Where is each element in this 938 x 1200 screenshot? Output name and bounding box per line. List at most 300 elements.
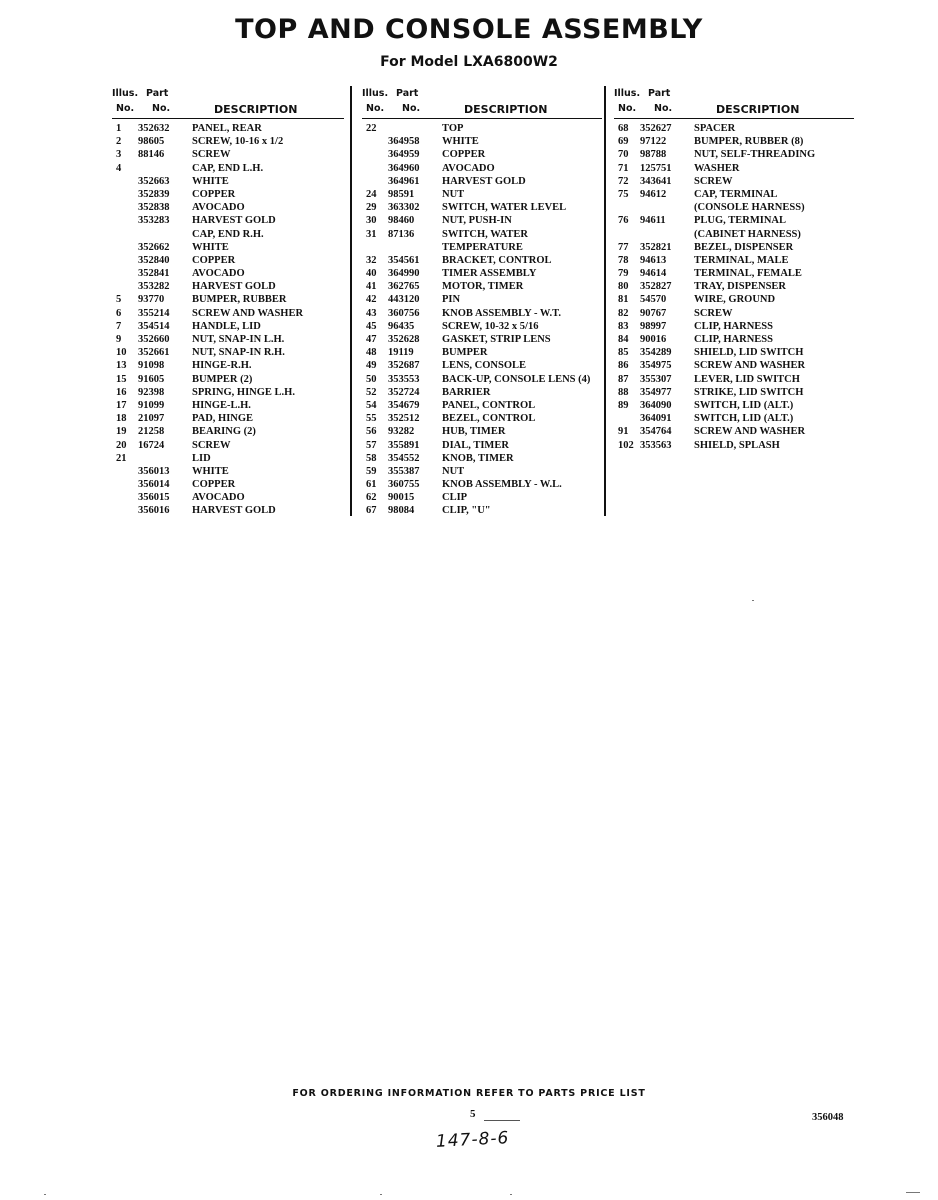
part-description: (CABINET HARNESS) [694, 228, 801, 240]
illus-no: 1 [116, 123, 122, 134]
part-row [112, 491, 344, 504]
part-no: 98591 [388, 188, 415, 200]
part-description: COPPER [192, 188, 236, 200]
part-row [614, 399, 854, 412]
part-row [614, 320, 854, 333]
part-description: BEZEL, CONTROL [442, 413, 536, 425]
part-description: COPPER [442, 149, 486, 161]
part-no: 352687 [388, 360, 420, 372]
illus-no [614, 201, 640, 214]
part-description: AVOCADO [192, 202, 245, 214]
part-row [362, 162, 602, 175]
part-row [112, 214, 344, 227]
part-description: WHITE [442, 136, 479, 148]
illus-no: 49 [366, 360, 377, 372]
part-description: SHIELD, LID SWITCH [694, 347, 804, 359]
part-no: 353283 [138, 215, 170, 227]
illus-no [112, 188, 138, 201]
part-description: SCREW [694, 175, 733, 187]
part-no: 356016 [138, 505, 170, 517]
part-description: TEMPERATURE [442, 241, 523, 253]
part-no [640, 228, 694, 241]
header-part: Part [146, 88, 169, 99]
part-description: TIMER ASSEMBLY [442, 268, 537, 280]
part-row [614, 254, 854, 267]
illus-no: 18 [116, 413, 127, 425]
part-row [112, 135, 344, 148]
part-no: 352841 [138, 268, 170, 280]
header-illus: Illus. [362, 88, 389, 99]
part-no: 363302 [388, 202, 420, 214]
part-row [614, 201, 854, 214]
part-description: HARVEST GOLD [442, 175, 526, 187]
part-no: 354552 [388, 452, 420, 464]
part-no: 98605 [138, 136, 165, 148]
part-description: PLUG, TERMINAL [694, 215, 786, 227]
illus-no: 57 [366, 439, 377, 451]
part-description: KNOB ASSEMBLY - W.L. [442, 479, 562, 491]
illus-no: 89 [618, 399, 629, 411]
part-no: 87136 [388, 228, 415, 240]
part-description: WIRE, GROUND [694, 294, 776, 306]
parts-rows [614, 119, 854, 452]
illus-no: 85 [618, 347, 629, 359]
part-description: HARVEST GOLD [192, 281, 276, 293]
part-no: 98788 [640, 149, 667, 161]
part-no: 94613 [640, 254, 667, 266]
part-row [112, 359, 344, 372]
part-no: 355891 [388, 439, 420, 451]
part-no: 360755 [388, 479, 420, 491]
illus-no: 55 [366, 413, 377, 425]
part-no: 352839 [138, 188, 170, 200]
part-no: 91098 [138, 360, 165, 372]
illus-no [112, 228, 138, 241]
part-no: 355214 [138, 307, 170, 319]
illus-no: 77 [618, 241, 629, 253]
part-row [362, 307, 602, 320]
part-description: SCREW AND WASHER [192, 307, 304, 319]
part-no: 96435 [388, 320, 415, 332]
part-no: 354561 [388, 254, 420, 266]
part-description: SCREW [192, 439, 231, 451]
part-no: 94614 [640, 268, 667, 280]
part-row [362, 465, 602, 478]
scan-speck [752, 600, 754, 601]
illus-no: 68 [618, 123, 629, 134]
illus-no: 29 [366, 202, 377, 214]
part-description: GASKET, STRIP LENS [442, 334, 551, 345]
illus-no: 71 [618, 162, 629, 174]
part-row [112, 201, 344, 214]
part-row [112, 386, 344, 399]
part-description: SCREW, 10-32 x 5/16 [442, 320, 539, 332]
illus-no: 21 [116, 452, 127, 464]
part-row [614, 228, 854, 241]
part-row [362, 452, 602, 465]
part-description: HANDLE, LID [192, 320, 261, 332]
page-number: 5 [470, 1108, 476, 1120]
part-description: NUT, SNAP-IN R.H. [192, 347, 285, 359]
part-description: AVOCADO [442, 162, 495, 174]
part-row [614, 162, 854, 175]
part-no: 355307 [640, 373, 672, 385]
illus-no: 59 [366, 465, 377, 477]
part-no: 356013 [138, 465, 170, 477]
part-no: 97122 [640, 136, 667, 148]
illus-no: 80 [618, 281, 629, 293]
part-no: 98997 [640, 320, 667, 332]
part-no: 364091 [640, 413, 672, 425]
part-row [614, 122, 854, 135]
part-row [362, 491, 602, 504]
part-description: NUT, SELF-THREADING [694, 149, 816, 161]
illus-no: 32 [366, 254, 377, 266]
part-no: 355387 [388, 465, 420, 477]
part-no: 352628 [388, 334, 420, 345]
illus-no: 30 [366, 215, 377, 227]
parts-rows [112, 119, 344, 518]
part-row [614, 373, 854, 386]
part-row [362, 241, 602, 254]
header-part: Part [648, 88, 671, 99]
part-row [362, 478, 602, 491]
part-no [138, 452, 192, 465]
illus-no: 81 [618, 294, 629, 306]
part-no: 94611 [640, 215, 666, 227]
part-row [362, 359, 602, 372]
part-description: SCREW [192, 149, 231, 161]
header-description: DESCRIPTION [464, 103, 548, 116]
illus-no [112, 201, 138, 214]
part-row [614, 412, 854, 425]
illus-no [362, 241, 388, 254]
illus-no: 10 [116, 347, 127, 359]
part-no: 98460 [388, 215, 415, 227]
part-description: NUT, PUSH-IN [442, 215, 512, 227]
illus-no: 84 [618, 334, 629, 345]
ordering-note: FOR ORDERING INFORMATION REFER TO PARTS PRICE LIST [292, 1088, 646, 1099]
illus-no: 42 [366, 294, 377, 306]
part-row [112, 452, 344, 465]
part-row [362, 228, 602, 241]
part-row [112, 373, 344, 386]
part-description: TOP [442, 123, 464, 134]
illus-no [112, 491, 138, 504]
part-description: CAP, TERMINAL [694, 188, 778, 200]
part-no: 88146 [138, 149, 165, 161]
part-row [112, 175, 344, 188]
illus-no: 15 [116, 373, 127, 385]
header-illus: Illus. [614, 88, 641, 99]
illus-no: 102 [618, 439, 634, 451]
part-description: CAP, END R.H. [192, 228, 264, 240]
illus-no [362, 148, 388, 161]
illus-no: 47 [366, 334, 377, 345]
part-row [112, 148, 344, 161]
part-description: SCREW, 10-16 x 1/2 [192, 136, 284, 148]
part-row [362, 333, 602, 346]
illus-no: 86 [618, 360, 629, 372]
illus-no: 61 [366, 479, 377, 491]
part-description: TRAY, DISPENSER [694, 281, 787, 293]
illus-no: 67 [366, 505, 377, 517]
illus-no [112, 241, 138, 254]
header-illus-no: No. [116, 103, 135, 114]
illus-no: 20 [116, 439, 127, 451]
document-number: 356048 [812, 1112, 844, 1123]
page-number-underline [484, 1120, 520, 1121]
part-description: SHIELD, SPLASH [694, 439, 780, 451]
part-description: NUT [442, 188, 465, 200]
column-header [362, 88, 602, 119]
part-row [614, 280, 854, 293]
part-row [614, 135, 854, 148]
part-no [640, 201, 694, 214]
header-illus-no: No. [618, 103, 637, 114]
part-no: 90016 [640, 334, 667, 345]
part-row [112, 465, 344, 478]
header-part-no: No. [152, 103, 171, 114]
part-no: 353282 [138, 281, 170, 293]
illus-no: 17 [116, 399, 127, 411]
part-description: KNOB ASSEMBLY - W.T. [442, 307, 561, 319]
part-no: 354975 [640, 360, 672, 372]
part-no: 93282 [388, 426, 415, 438]
part-no: 352663 [138, 175, 170, 187]
illus-no [112, 504, 138, 517]
part-description: LENS, CONSOLE [442, 360, 527, 372]
parts-column-1 [112, 88, 344, 518]
part-description: AVOCADO [192, 492, 245, 504]
part-description: MOTOR, TIMER [442, 281, 524, 293]
part-no: 91605 [138, 373, 165, 385]
part-description: CLIP, HARNESS [694, 320, 773, 332]
illus-no: 40 [366, 268, 377, 280]
part-row [362, 412, 602, 425]
illus-no [112, 267, 138, 280]
part-no: 16724 [138, 439, 165, 451]
header-part-no: No. [402, 103, 421, 114]
part-no: 443120 [388, 294, 420, 306]
part-row [362, 214, 602, 227]
column-divider [604, 86, 606, 516]
part-description: NUT [442, 465, 465, 477]
part-description: HARVEST GOLD [192, 215, 276, 227]
part-row [112, 228, 344, 241]
part-row [362, 135, 602, 148]
page-title: TOP AND CONSOLE ASSEMBLY [235, 14, 703, 45]
part-row [362, 122, 602, 135]
header-part-no: No. [654, 103, 673, 114]
part-description: AVOCADO [192, 268, 245, 280]
part-row [362, 254, 602, 267]
part-no: 352838 [138, 202, 170, 214]
part-no: 352627 [640, 123, 672, 134]
part-row [112, 478, 344, 491]
part-description: BUMPER [442, 347, 488, 359]
illus-no: 16 [116, 386, 127, 398]
part-description: SWITCH, LID (ALT.) [694, 413, 794, 425]
handwritten-note: 147-8-6 [435, 1128, 510, 1152]
part-row [614, 148, 854, 161]
part-row [362, 504, 602, 517]
part-no: 21258 [138, 426, 165, 438]
part-description: LEVER, LID SWITCH [694, 373, 800, 385]
part-no: 354679 [388, 399, 420, 411]
illus-no: 52 [366, 386, 377, 398]
part-description: CLIP [442, 492, 468, 504]
part-description: BEZEL, DISPENSER [694, 241, 794, 253]
illus-no: 45 [366, 320, 377, 332]
part-no: 92398 [138, 386, 165, 398]
illus-no: 58 [366, 452, 377, 464]
part-no: 362765 [388, 281, 420, 293]
part-no: 352632 [138, 123, 170, 134]
part-no [388, 241, 442, 254]
illus-no: 79 [618, 268, 629, 280]
part-no: 352661 [138, 347, 170, 359]
part-row [112, 280, 344, 293]
column-divider [350, 86, 352, 516]
part-row [614, 175, 854, 188]
illus-no: 56 [366, 426, 377, 438]
illus-no: 43 [366, 307, 377, 319]
part-row [362, 346, 602, 359]
header-description: DESCRIPTION [214, 103, 298, 116]
part-description: LID [192, 452, 211, 464]
part-row [112, 346, 344, 359]
part-description: CAP, END L.H. [192, 162, 264, 174]
part-row [362, 439, 602, 452]
part-description: HINGE-R.H. [192, 360, 252, 372]
part-description: SWITCH, LID (ALT.) [694, 399, 794, 411]
part-row [112, 412, 344, 425]
part-no: 364958 [388, 136, 420, 148]
header-part: Part [396, 88, 419, 99]
illus-no [112, 254, 138, 267]
part-description: WASHER [694, 162, 740, 174]
illus-no: 4 [116, 162, 122, 174]
part-row [362, 399, 602, 412]
scan-speck [906, 1192, 920, 1193]
part-no: 364959 [388, 149, 420, 161]
part-description: TERMINAL, MALE [694, 254, 789, 266]
part-row [614, 439, 854, 452]
part-no: 90015 [388, 492, 415, 504]
part-no: 90767 [640, 307, 667, 319]
part-row [614, 241, 854, 254]
illus-no: 48 [366, 347, 377, 359]
part-no: 354764 [640, 426, 672, 438]
illus-no [112, 478, 138, 491]
part-row [614, 425, 854, 438]
part-row [362, 201, 602, 214]
part-row [112, 293, 344, 306]
part-no: 93770 [138, 294, 165, 306]
part-description: BRACKET, CONTROL [442, 254, 552, 266]
part-row [614, 214, 854, 227]
part-description: BARRIER [442, 386, 491, 398]
part-no: 352724 [388, 386, 420, 398]
part-description: BUMPER, RUBBER (8) [694, 136, 804, 148]
part-row [362, 425, 602, 438]
part-description: STRIKE, LID SWITCH [694, 386, 804, 398]
part-no: 352827 [640, 281, 672, 293]
scan-speck [44, 1194, 46, 1195]
column-header [614, 88, 854, 119]
part-description: BACK-UP, CONSOLE LENS (4) [442, 373, 591, 385]
part-row [362, 188, 602, 201]
illus-no [112, 175, 138, 188]
part-row [112, 399, 344, 412]
illus-no [112, 214, 138, 227]
part-description: COPPER [192, 479, 236, 491]
illus-no: 24 [366, 188, 377, 200]
scan-speck [380, 1194, 382, 1195]
part-row [112, 162, 344, 175]
illus-no: 19 [116, 426, 127, 438]
illus-no [362, 162, 388, 175]
illus-no: 75 [618, 188, 629, 200]
parts-column-3 [614, 88, 854, 452]
illus-no [614, 412, 640, 425]
illus-no: 76 [618, 215, 629, 227]
part-no [388, 122, 442, 135]
part-no: 352662 [138, 241, 170, 253]
part-row [112, 439, 344, 452]
part-description: CLIP, "U" [442, 505, 491, 517]
part-row [362, 175, 602, 188]
illus-no: 5 [116, 294, 122, 306]
header-illus-no: No. [366, 103, 385, 114]
header-description: DESCRIPTION [716, 103, 800, 116]
part-row [112, 254, 344, 267]
part-description: KNOB, TIMER [442, 452, 514, 464]
part-no: 352512 [388, 413, 420, 425]
illus-no: 50 [366, 373, 377, 385]
part-no: 353563 [640, 439, 672, 451]
part-description: SWITCH, WATER [442, 228, 528, 240]
part-row [112, 320, 344, 333]
part-row [362, 373, 602, 386]
part-no: 352821 [640, 241, 672, 253]
part-row [614, 307, 854, 320]
part-row [614, 346, 854, 359]
parts-column-2 [362, 88, 602, 518]
part-description: TERMINAL, FEMALE [694, 268, 802, 280]
illus-no: 69 [618, 136, 629, 148]
illus-no [112, 280, 138, 293]
illus-no [614, 228, 640, 241]
illus-no: 72 [618, 175, 629, 187]
part-row [112, 504, 344, 517]
part-description: SPACER [694, 123, 736, 134]
illus-no: 41 [366, 281, 377, 293]
part-description: PANEL, CONTROL [442, 399, 536, 411]
part-no: 353553 [388, 373, 420, 385]
illus-no: 7 [116, 320, 122, 332]
part-row [362, 267, 602, 280]
part-description: NUT, SNAP-IN L.H. [192, 334, 285, 345]
part-row [614, 359, 854, 372]
illus-no: 31 [366, 228, 377, 240]
part-row [614, 188, 854, 201]
illus-no: 91 [618, 426, 629, 438]
illus-no: 54 [366, 399, 377, 411]
part-no: 54570 [640, 294, 667, 306]
part-no: 98084 [388, 505, 415, 517]
